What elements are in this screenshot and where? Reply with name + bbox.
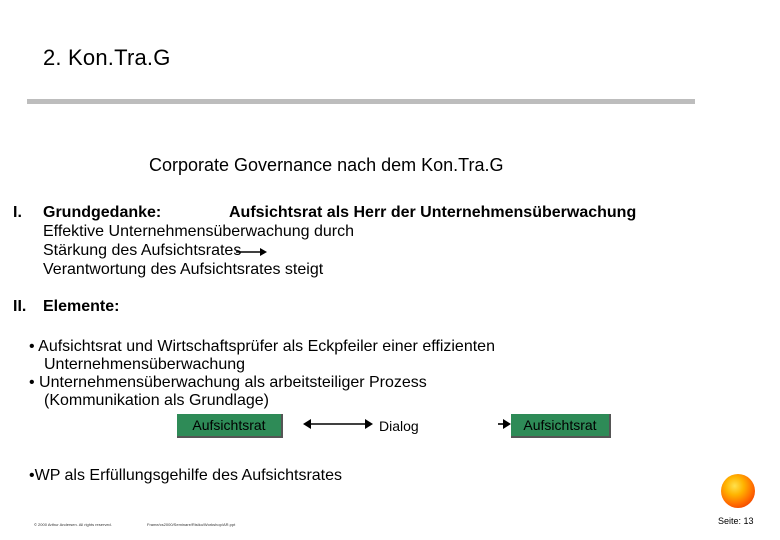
footer-copyright: © 2000 Arthur Andersen. All rights reserved.	[34, 522, 112, 527]
section1-title: Grundgedanke:	[43, 204, 162, 221]
bullet-item: •WP als Erfüllungsgehilfe des Aufsichtsrates	[29, 467, 343, 484]
section1-subtitle: Aufsichtsrat als Herr der Unternehmensüberwachung	[229, 204, 637, 221]
page-number: Seite: 13	[718, 516, 754, 526]
double-arrow-head-icon	[498, 417, 512, 431]
section1-line: Verantwortung des Aufsichtsrates steigt	[43, 261, 324, 278]
section1-line: Stärkung des Aufsichtsrates	[43, 242, 242, 259]
dialog-label: Dialog	[379, 418, 419, 434]
bullet-item: • Aufsichtsrat und Wirtschaftsprüfer als Eckpfeiler einer effizienten	[29, 338, 495, 355]
section2-title: Elemente:	[43, 298, 120, 315]
section1-number: I.	[13, 204, 22, 221]
bullet-item: • Unternehmensüberwachung als arbeitsteiliger Prozess	[29, 374, 427, 391]
bullet-item-continuation: Unternehmensüberwachung	[44, 356, 246, 373]
double-arrow-icon	[303, 417, 373, 431]
slide-heading: Corporate Governance nach dem Kon.Tra.G	[149, 155, 504, 175]
aufsichtsrat-box-left: Aufsichtsrat	[177, 414, 283, 438]
title-divider	[27, 99, 695, 104]
section1-line: Effektive Unternehmensüberwachung durch	[43, 223, 354, 240]
orange-sphere-icon	[721, 474, 755, 508]
aufsichtsrat-box-right: Aufsichtsrat	[511, 414, 611, 438]
right-arrow-icon	[236, 246, 268, 258]
section2-number: II.	[13, 298, 27, 315]
footer-filepath: Frame/cs2000/Seminare/Risiko/Workshop/AR.ppt	[147, 522, 236, 527]
bullet-item-continuation: (Kommunikation als Grundlage)	[44, 392, 269, 409]
slide-title: 2. Kon.Tra.G	[43, 45, 171, 70]
